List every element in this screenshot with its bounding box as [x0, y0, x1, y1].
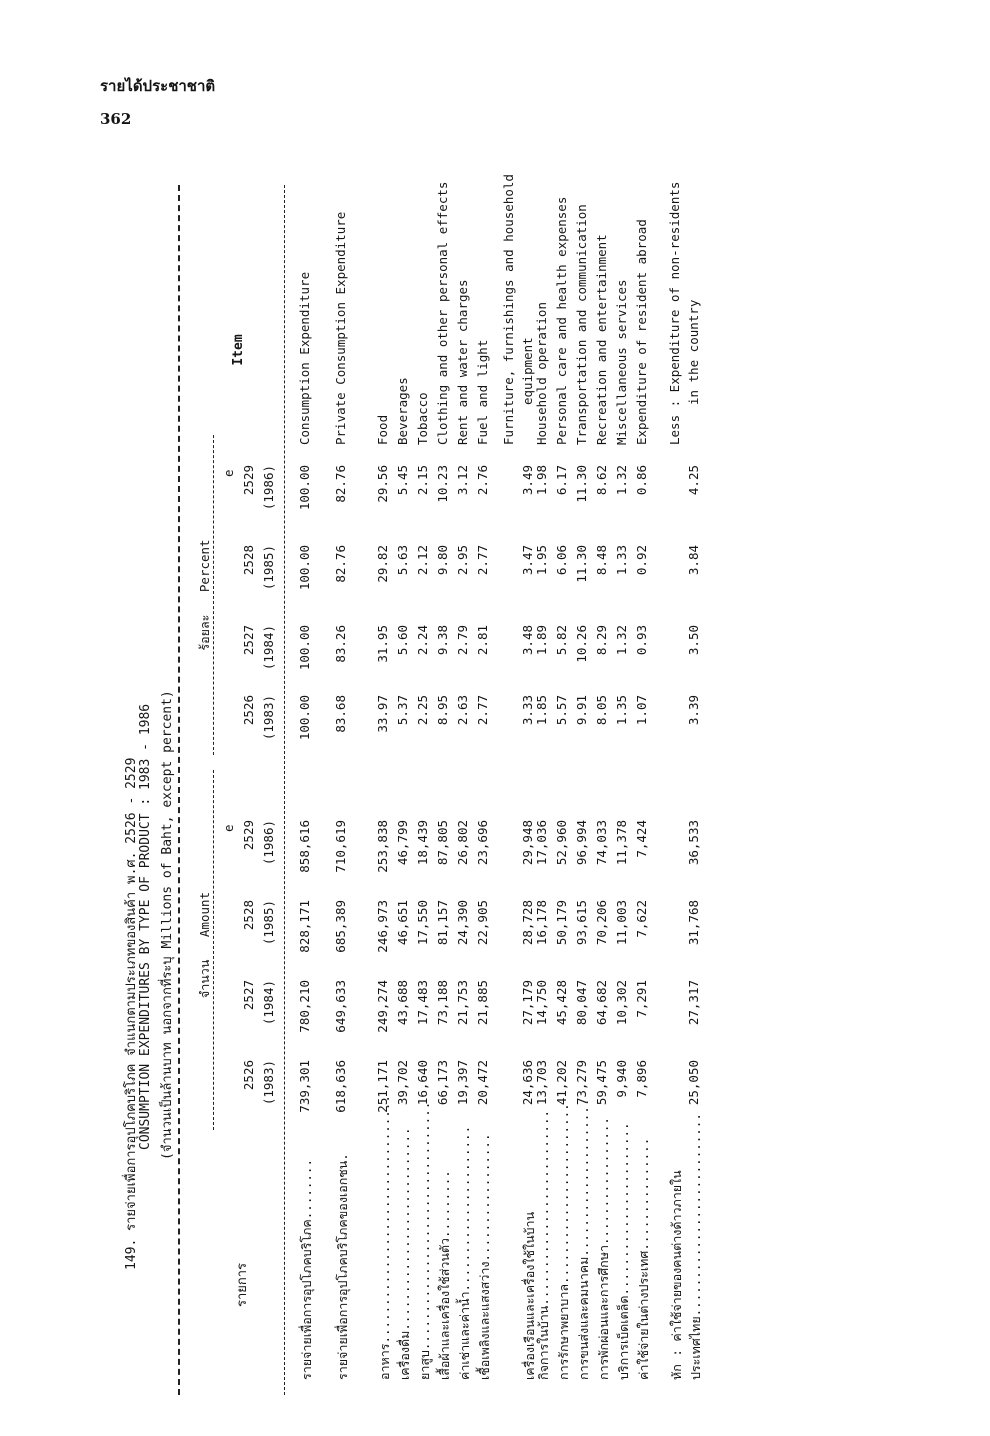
- amount-year-ce: (1983): [261, 1060, 276, 1106]
- amount-cell: 64,682: [594, 980, 609, 1026]
- row-label-en: equipment: [520, 337, 535, 405]
- percent-cell: 2.25: [415, 695, 430, 726]
- item-header-en: Item: [231, 334, 246, 366]
- percent-year-ce: (1986): [261, 465, 276, 511]
- percent-year-ce: (1983): [261, 695, 276, 741]
- percent-cell: 6.17: [554, 465, 569, 496]
- row-label-th: รายจ่ายเพื่อการอุปโภคบริโภค........: [299, 1159, 314, 1380]
- row-label-en: Expenditure of resident abroad: [634, 219, 649, 445]
- amount-cell: 828,171: [297, 900, 312, 953]
- amount-cell: 29,948: [520, 820, 535, 866]
- amount-cell: 31,768: [686, 900, 701, 946]
- row-label-th: เชื้อเพลิงและแสงสว่าง.................: [477, 1133, 492, 1380]
- percent-cell: 2.15: [415, 465, 430, 496]
- percent-cell: 8.95: [435, 695, 450, 726]
- percent-cell: 9.80: [435, 545, 450, 576]
- percent-cell: 2.79: [455, 625, 470, 656]
- percent-cell: 1.85: [534, 695, 549, 726]
- amount-cell: 28,728: [520, 900, 535, 946]
- amount-cell: 59,475: [594, 1060, 609, 1106]
- amount-cell: 246,973: [375, 900, 390, 953]
- row-label-th: บริการเบ็ดเตล็ด.......................: [616, 1122, 631, 1380]
- amount-year-be: 2529: [241, 820, 256, 851]
- amount-cell: 649,633: [333, 980, 348, 1033]
- row-label-th: หัก : ค่าใช้จ่ายของคนต่างด้าวภายใน: [669, 1170, 684, 1380]
- amount-cell: 96,994: [574, 820, 589, 866]
- row-label-en: Personal care and health expenses: [554, 196, 569, 445]
- percent-cell: 2.76: [475, 465, 490, 496]
- amount-cell: 17,036: [534, 820, 549, 866]
- percent-cell: 2.95: [455, 545, 470, 576]
- amount-year-ce: (1986): [261, 820, 276, 866]
- amount-cell: 11,378: [614, 820, 629, 866]
- percent-cell: 3.39: [686, 695, 701, 726]
- percent-cell: 6.06: [554, 545, 569, 576]
- percent-cell: 9.91: [574, 695, 589, 726]
- percent-cell: 5.57: [554, 695, 569, 726]
- percent-cell: 83.68: [333, 695, 348, 733]
- amount-cell: 7,291: [634, 980, 649, 1018]
- percent-cell: 11.30: [574, 465, 589, 503]
- table-units: (จำนวนเป็นล้านบาท นอกจากที่ระบุ Millions of Baht, except percent): [160, 690, 175, 1160]
- row-label-th: การรักษาพยาบาล........................: [556, 1103, 571, 1380]
- amount-cell: 39,702: [395, 1060, 410, 1106]
- percent-year-be: 2528: [241, 545, 256, 576]
- percent-cell: 100.00: [297, 695, 312, 741]
- row-label-th: ค่าเช่าและค่าน้ำ......................: [457, 1125, 472, 1380]
- amount-cell: 24,390: [455, 900, 470, 946]
- page-number: 362: [100, 110, 132, 128]
- row-label-en: Miscellaneous services: [614, 279, 629, 445]
- amount-cell: 253,838: [375, 820, 390, 873]
- amount-cell: 27,317: [686, 980, 701, 1026]
- percent-cell: 8.48: [594, 545, 609, 576]
- amount-cell: 52,960: [554, 820, 569, 866]
- amount-cell: 16,178: [534, 900, 549, 946]
- percent-cell: 0.92: [634, 545, 649, 576]
- percent-cell: 82.76: [333, 465, 348, 503]
- percent-cell: 9.38: [435, 625, 450, 656]
- row-label-en: in the country: [686, 299, 701, 405]
- amount-cell: 25,050: [686, 1060, 701, 1106]
- amount-cell: 7,896: [634, 1060, 649, 1098]
- percent-cell: 2.77: [475, 695, 490, 726]
- percent-year-ce: (1985): [261, 545, 276, 591]
- percent-cell: 8.29: [594, 625, 609, 656]
- percent-cell: 8.62: [594, 465, 609, 496]
- percent-cell: 3.12: [455, 465, 470, 496]
- item-header-th: รายการ: [235, 1262, 250, 1308]
- percent-cell: 3.33: [520, 695, 535, 726]
- amount-cell: 249,274: [375, 980, 390, 1033]
- rotated-table: [124, 174, 905, 1395]
- amount-year-be: 2526: [241, 1060, 256, 1091]
- amount-cell: 81,157: [435, 900, 450, 946]
- amount-cell: 739,301: [297, 1060, 312, 1113]
- amount-cell: 73,188: [435, 980, 450, 1026]
- amount-cell: 41,202: [554, 1060, 569, 1106]
- percent-cell: 1.98: [534, 465, 549, 496]
- amount-rule: [213, 770, 214, 1130]
- row-label-en: Household operation: [534, 302, 549, 445]
- percent-year-be: 2527: [241, 625, 256, 656]
- percent-cell: 2.12: [415, 545, 430, 576]
- percent-cell: 3.47: [520, 545, 535, 576]
- row-label-en: Fuel and light: [475, 339, 490, 445]
- row-label-en: Beverages: [395, 377, 410, 445]
- table-title-th: 149. รายจ่ายเพื่อการอุปโภคบริโภค จำแนกตามประเภทของสินค้า พ.ศ. 2526 - 2529: [124, 757, 139, 1270]
- row-label-th: การขนส่งและคมนาคม.....................: [576, 1098, 591, 1380]
- amount-cell: 45,428: [554, 980, 569, 1026]
- percent-rule: [213, 435, 214, 755]
- amount-cell: 20,472: [475, 1060, 490, 1106]
- row-label-th: เสื้อผ้าและเครื่องใช้ส่วนตัว.........: [437, 1170, 452, 1380]
- amount-group-en: Amount: [197, 891, 212, 938]
- amount-cell: 13,703: [534, 1060, 549, 1106]
- percent-cell: 1.95: [534, 545, 549, 576]
- amount-cell: 74,033: [594, 820, 609, 866]
- table-title-en: CONSUMPTION EXPENDITURES BY TYPE OF PRODUCT : 1983 - 1986: [138, 703, 153, 1150]
- top-rule: [178, 185, 180, 1395]
- percent-cell: 31.95: [375, 625, 390, 663]
- row-label-en: Less : Expenditure of non-residents: [667, 181, 682, 445]
- percent-cell: 1.35: [614, 695, 629, 726]
- row-label-en: Tobacco: [415, 392, 430, 445]
- percent-cell: 1.32: [614, 625, 629, 656]
- percent-cell: 11.30: [574, 545, 589, 583]
- percent-cell: 0.86: [634, 465, 649, 496]
- percent-year-ce: (1984): [261, 625, 276, 671]
- amount-year-ce: (1984): [261, 980, 276, 1026]
- row-label-th: อาหาร.................................: [377, 1095, 392, 1380]
- percent-cell: 83.26: [333, 625, 348, 663]
- amount-cell: 73,279: [574, 1060, 589, 1106]
- amount-cell: 43,688: [395, 980, 410, 1026]
- amount-cell: 9,940: [614, 1060, 629, 1098]
- amount-cell: 14,750: [534, 980, 549, 1026]
- amount-cell: 780,210: [297, 980, 312, 1033]
- row-label-en: Recreation and entertainment: [594, 234, 609, 445]
- percent-estimate-mark: e: [221, 469, 236, 477]
- percent-cell: 1.33: [614, 545, 629, 576]
- percent-cell: 82.76: [333, 545, 348, 583]
- percent-cell: 5.37: [395, 695, 410, 726]
- row-label-en: Transportation and communication: [574, 204, 589, 445]
- percent-group-th: ร้อยละ: [197, 614, 212, 651]
- row-label-th: เครื่องเรือนและเครื่องใช้ในบ้าน: [522, 1211, 537, 1380]
- amount-year-be: 2527: [241, 980, 256, 1011]
- percent-cell: 29.56: [375, 465, 390, 503]
- amount-cell: 7,424: [634, 820, 649, 858]
- percent-cell: 29.82: [375, 545, 390, 583]
- header-bottom-rule: [284, 185, 285, 1395]
- row-label-th: รายจ่ายเพื่อการอุปโภคบริโภคของเอกชน.: [335, 1153, 350, 1380]
- amount-year-be: 2528: [241, 900, 256, 931]
- amount-group-th: จำนวน: [197, 959, 212, 999]
- percent-cell: 1.32: [614, 465, 629, 496]
- amount-year-ce: (1985): [261, 900, 276, 946]
- row-label-en: Private Consumption Expenditure: [333, 211, 348, 445]
- amount-cell: 251,171: [375, 1060, 390, 1113]
- percent-cell: 5.45: [395, 465, 410, 496]
- row-label-th: ค่าใช้จ่ายในต่างประเทศ...............: [636, 1137, 651, 1380]
- amount-cell: 27,179: [520, 980, 535, 1026]
- percent-group-en: Percent: [197, 539, 212, 593]
- percent-year-be: 2526: [241, 695, 256, 726]
- percent-cell: 3.48: [520, 625, 535, 656]
- amount-cell: 858,616: [297, 820, 312, 873]
- row-label-en: Consumption Expenditure: [297, 271, 312, 445]
- percent-cell: 5.82: [554, 625, 569, 656]
- amount-cell: 7,622: [634, 900, 649, 938]
- amount-cell: 19,397: [455, 1060, 470, 1106]
- percent-cell: 3.49: [520, 465, 535, 496]
- amount-cell: 21,885: [475, 980, 490, 1026]
- amount-cell: 21,753: [455, 980, 470, 1026]
- percent-cell: 0.93: [634, 625, 649, 656]
- percent-cell: 3.84: [686, 545, 701, 576]
- amount-cell: 24,636: [520, 1060, 535, 1106]
- amount-cell: 10,302: [614, 980, 629, 1026]
- percent-cell: 4.25: [686, 465, 701, 496]
- percent-cell: 3.50: [686, 625, 701, 656]
- percent-cell: 10.23: [435, 465, 450, 503]
- amount-cell: 80,047: [574, 980, 589, 1026]
- amount-cell: 93,615: [574, 900, 589, 946]
- row-label-th: เครื่องดื่ม...........................: [397, 1127, 412, 1380]
- amount-cell: 685,389: [333, 900, 348, 953]
- row-label-en: Food: [375, 414, 390, 445]
- amount-cell: 16,640: [415, 1060, 430, 1106]
- percent-cell: 100.00: [297, 545, 312, 591]
- row-label-en: Furniture, furnishings and household: [501, 174, 516, 445]
- percent-cell: 33.97: [375, 695, 390, 733]
- percent-group: [195, 445, 215, 745]
- amount-cell: 50,179: [554, 900, 569, 946]
- amount-cell: 46,651: [395, 900, 410, 946]
- row-label-en: Rent and water charges: [455, 279, 470, 445]
- amount-cell: 36,533: [686, 820, 701, 866]
- percent-cell: 1.07: [634, 695, 649, 726]
- percent-cell: 100.00: [297, 625, 312, 671]
- percent-cell: 2.81: [475, 625, 490, 656]
- amount-cell: 22,905: [475, 900, 490, 946]
- amount-cell: 70,206: [594, 900, 609, 946]
- amount-estimate-mark: e: [221, 824, 236, 832]
- row-label-th: กิจการในบ้าน..........................: [536, 1109, 551, 1380]
- percent-year-be: 2529: [241, 465, 256, 496]
- amount-cell: 17,550: [415, 900, 430, 946]
- amount-cell: 17,483: [415, 980, 430, 1026]
- percent-cell: 2.24: [415, 625, 430, 656]
- row-label-en: Clothing and other personal effects: [435, 181, 450, 445]
- row-label-th: ยาสูบ.................................: [417, 1101, 432, 1380]
- row-label-th: การพักผ่อนและการศึกษา.................: [596, 1117, 611, 1380]
- amount-cell: 18,439: [415, 820, 430, 866]
- amount-cell: 618,636: [333, 1060, 348, 1113]
- amount-cell: 46,799: [395, 820, 410, 866]
- amount-cell: 23,696: [475, 820, 490, 866]
- amount-cell: 66,173: [435, 1060, 450, 1106]
- running-title: รายได้ประชาชาติ: [100, 77, 216, 95]
- amount-cell: 87,805: [435, 820, 450, 866]
- amount-group: [195, 795, 215, 1095]
- amount-cell: 11,003: [614, 900, 629, 946]
- percent-cell: 100.00: [297, 465, 312, 511]
- percent-cell: 1.89: [534, 625, 549, 656]
- percent-cell: 2.77: [475, 545, 490, 576]
- percent-cell: 10.26: [574, 625, 589, 663]
- percent-cell: 5.63: [395, 545, 410, 576]
- percent-cell: 5.60: [395, 625, 410, 656]
- percent-cell: 8.05: [594, 695, 609, 726]
- row-label-th-cont: ประเทศไทย...........................: [688, 1113, 703, 1380]
- percent-cell: 2.63: [455, 695, 470, 726]
- amount-cell: 26,802: [455, 820, 470, 866]
- amount-cell: 710,619: [333, 820, 348, 873]
